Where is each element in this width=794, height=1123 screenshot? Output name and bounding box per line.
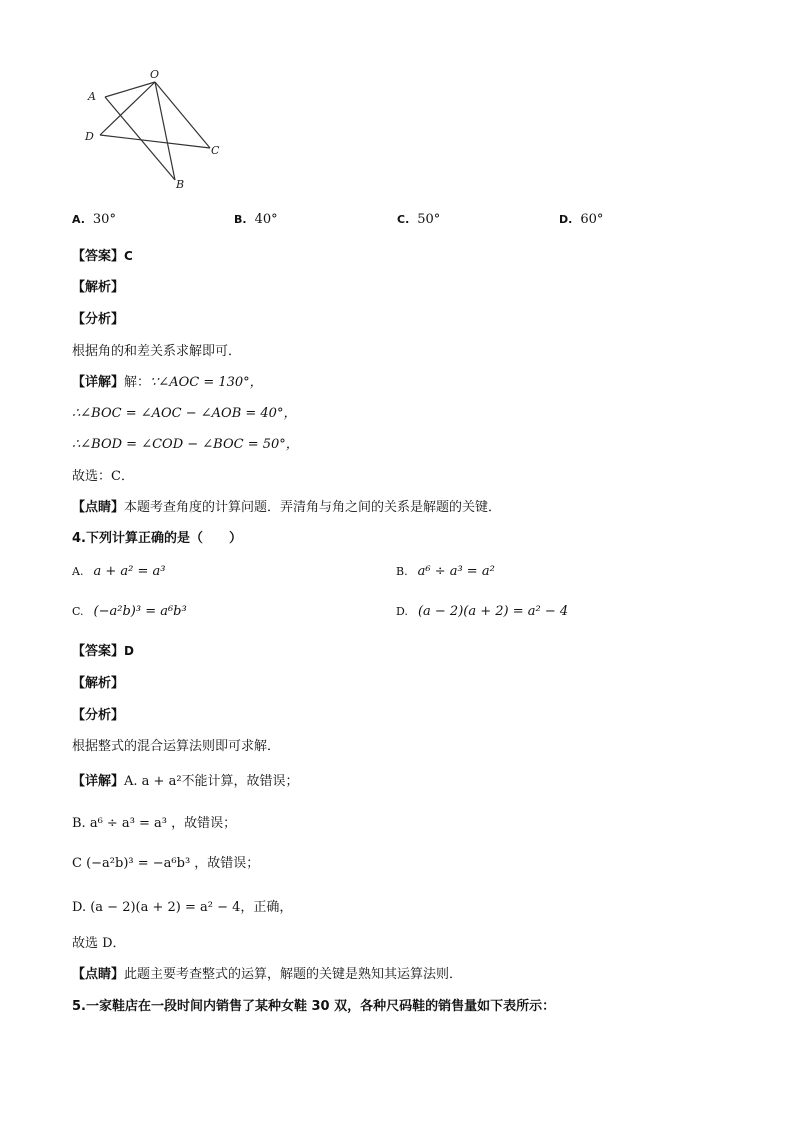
- point-label-c: C: [211, 144, 220, 157]
- q3-fenxi-tag: 【分析】: [72, 312, 125, 327]
- angle-figure: [80, 60, 230, 200]
- q4-option-c: C. (−a²b)³ = a⁶b³: [72, 604, 187, 619]
- angle-diagram: [80, 60, 230, 200]
- point-label-b: B: [176, 178, 185, 191]
- q3-step2: ∴∠BOC = ∠AOC − ∠AOB = 40°，: [72, 406, 297, 421]
- q4-detail-a: 【详解】A. a + a²不能计算，故错误；: [72, 774, 299, 789]
- q3-jiexi: 【解析】: [72, 280, 125, 295]
- point-label-o: O: [150, 68, 160, 81]
- q3-option-a: A. 30°: [72, 212, 116, 227]
- q4-answer: 【答案】D: [72, 644, 134, 659]
- q3-step3: ∴∠BOD = ∠COD − ∠BOC = 50°，: [72, 437, 299, 452]
- q4-detail-d: D. (a − 2)(a + 2) = a² − 4，正确，: [72, 900, 293, 915]
- q4-detail-b: B. a⁶ ÷ a³ = a³ ，故错误；: [72, 816, 237, 831]
- point-label-a: A: [88, 90, 96, 103]
- q3-choose: 故选：C．: [72, 469, 134, 484]
- q3-comment: 【点睛】本题考查角度的计算问题．弄清角与角之间的关系是解题的关键．: [72, 500, 502, 515]
- q4-comment: 【点睛】此题主要考查整式的运算，解题的关键是熟知其运算法则．: [72, 967, 463, 982]
- point-label-d: D: [85, 130, 94, 143]
- segment-ab: [105, 97, 175, 180]
- q4-option-a: A. a + a² = a³: [72, 564, 166, 579]
- q4-fenxi-tag: 【分析】: [72, 708, 125, 723]
- q4-option-d: D. (a − 2)(a + 2) = a² − 4: [396, 604, 569, 619]
- q3-detail: 【详解】解：∵∠AOC = 130°，: [72, 375, 263, 390]
- q4-choose: 故选 D．: [72, 936, 126, 951]
- q4-option-b: B. a⁶ ÷ a³ = a²: [396, 564, 495, 579]
- q4-stem: 4.下列计算正确的是（ ）: [72, 531, 242, 546]
- q4-jiexi: 【解析】: [72, 676, 125, 691]
- q3-options: [72, 212, 732, 232]
- q4-fenxi: 根据整式的混合运算法则即可求解．: [72, 739, 281, 754]
- q3-option-d: D. 60°: [559, 212, 604, 227]
- q3-option-c: C. 50°: [397, 212, 441, 227]
- segment-dc: [100, 135, 210, 148]
- q5-stem: 5.一家鞋店在一段时间内销售了某种女鞋 30 双，各种尺码鞋的销售量如下表所示：: [72, 999, 556, 1014]
- q4-detail-c: C (−a²b)³ = −a⁶b³ ，故错误；: [72, 856, 260, 871]
- q3-answer: 【答案】C: [72, 249, 133, 264]
- segment-oc: [155, 82, 210, 148]
- segment-ob: [155, 82, 175, 180]
- q3-fenxi: 根据角的和差关系求解即可．: [72, 344, 242, 359]
- q3-option-b: B. 40°: [234, 212, 278, 227]
